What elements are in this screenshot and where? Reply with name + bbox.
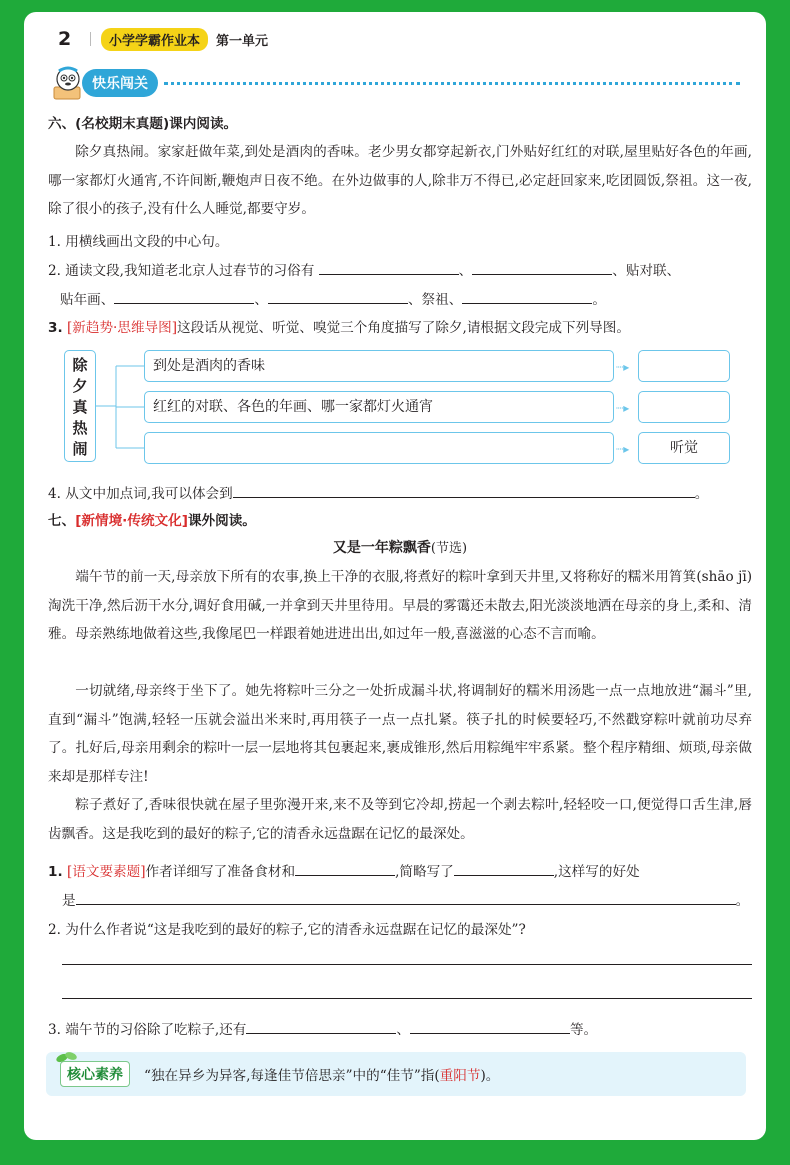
s7-title-tag: [新情境·传统文化]: [75, 513, 188, 529]
s6-q2-text-d: 、祭祖、: [407, 292, 463, 308]
s6-q4-blank[interactable]: [233, 484, 695, 498]
s7-q1-blank-3[interactable]: [76, 891, 736, 905]
article-paragraph-3: 粽子煮好了,香味很快就在屋子里弥漫开来,来不及等到它冷却,捞起一个剥去粽叶,轻轻咬一口,便觉得口舌生津,唇齿飘香。这是我吃到的最好的粽子,它的清香永远盘踞在记忆的最深处。: [48, 797, 752, 842]
mindmap-connector: [96, 348, 146, 468]
s6-q3-text: 这段话从视觉、听觉、嗅觉三个角度描写了除夕,请根据文段完成下列导图。: [177, 320, 630, 336]
s7-q3-blank-1[interactable]: [246, 1020, 396, 1034]
s7-q1-num: 1.: [48, 864, 63, 880]
worksheet-page: [24, 12, 766, 1140]
s6-q3-num: 3.: [48, 320, 63, 336]
s7-question-1: [48, 860, 640, 880]
s6-q2-text-b: 、贴对联、: [612, 263, 681, 279]
unit-label: 第一单元: [216, 33, 269, 49]
s6-q1-text: 1. 用横线画出文段的中心句。: [48, 234, 229, 250]
s7-q1-text-b: ,简略写了: [395, 864, 454, 880]
page-number: 2: [58, 28, 72, 50]
core-answer: 重阳节: [439, 1068, 481, 1084]
banner-label: 快乐闯关: [82, 69, 158, 97]
core-text-a: “独在异乡为异客,每逢佳节倍思亲”中的“佳节”指(: [144, 1068, 440, 1084]
s6-q2-blank-5[interactable]: [462, 290, 592, 304]
s7-q1-tag: [语文要素题]: [66, 864, 146, 880]
section7-title: [48, 509, 256, 529]
s7-title-a: 七、: [48, 513, 76, 529]
mindmap-result-2[interactable]: [638, 391, 730, 423]
s6-q2-blank-1[interactable]: [319, 261, 459, 275]
article-title: [48, 537, 752, 557]
s6-q2-text-c: 贴年画、: [60, 292, 115, 308]
s7-question-3: [48, 1018, 597, 1038]
s7-q1-text-e: 。: [735, 893, 750, 909]
arrow-icon: ┈▸: [616, 442, 630, 456]
s7-question-1-cont: [62, 889, 749, 909]
mindmap-root-text: 除夕真热闹: [72, 356, 88, 458]
s7-q1-blank-1[interactable]: [295, 862, 395, 876]
page-header: [58, 26, 268, 52]
banner-dotted-rule: [164, 82, 740, 85]
leaf-icon: [55, 1050, 79, 1064]
article-title-text: 又是一年粽飘香: [332, 540, 431, 556]
arrow-icon: ┈▸: [616, 360, 630, 374]
s7-q2-answer-line-2[interactable]: [62, 998, 752, 999]
core-literacy-label-text: 核心素养: [67, 1067, 123, 1083]
s6-question-2: 2. 通读文段,我知道老北京人过春节的习俗有 、 、贴对联、: [48, 263, 681, 279]
mascot-icon: [50, 63, 90, 103]
mindmap-root: [64, 350, 96, 462]
article-paragraph-2: 一切就绪,母亲终于坐下了。她先将粽叶三分之一处折成漏斗状,将调制好的糯米用汤匙一点一点地放进“漏斗”里,直到“漏斗”饱满,轻轻一压就会溢出米来时,再用筷子一点一点扎紧。筷子扎的时候要轻巧,不然戳穿粽叶就前功尽弃了。扎好后,母亲用剩余的粽叶一层一层地将其包裹起来,裹成锥形,然后用粽绳牢牢系紧。整个程序精细、烦琐,母亲做来却是那样专注!: [48, 683, 752, 785]
s6-q2-blank-3[interactable]: [114, 290, 254, 304]
s7-question-2: [48, 918, 526, 938]
core-literacy-box: [46, 1052, 746, 1096]
s7-q3-text-b: 、: [396, 1022, 410, 1038]
s6-question-2-cont: 贴年画、 、 、祭祖、 。: [60, 292, 606, 308]
s6-q2-blank-4[interactable]: [268, 290, 408, 304]
s7-q1-blank-2[interactable]: [454, 862, 554, 876]
s7-q1-text-d: 是: [62, 893, 76, 909]
header-divider: [90, 32, 91, 46]
s7-q2-answer-line-1[interactable]: [62, 964, 752, 965]
mindmap-row-3[interactable]: [144, 432, 614, 464]
s6-q2-text-e: 。: [592, 292, 606, 308]
s6-q4-text-b: 。: [694, 486, 709, 502]
s6-q3-tag: [新趋势·思维导图]: [66, 320, 178, 336]
s6-question-4: [48, 482, 708, 502]
s6-q4-text-a: 4. 从文中加点词,我可以体会到: [48, 486, 233, 502]
s7-q3-text-a: 3. 端午节的习俗除了吃粽子,还有: [48, 1022, 247, 1038]
s7-q1-text-a: 作者详细写了准备食材和: [145, 864, 296, 880]
mindmap-row-1: 到处是酒肉的香味: [144, 350, 614, 382]
s7-q2-text: 2. 为什么作者说“这是我吃到的最好的粽子,它的清香永远盘踞在记忆的最深处”?: [48, 922, 526, 938]
s7-title-b: 课外阅读。: [187, 513, 256, 529]
section6-title: 六、(名校期末真题)课内阅读。: [48, 116, 238, 132]
s6-q2-blank-2[interactable]: [472, 261, 612, 275]
mindmap-result-3: 听觉: [638, 432, 730, 464]
s6-question-1: [48, 230, 228, 250]
s7-q1-text-c: ,这样写的好处: [553, 864, 640, 880]
book-title-badge: 小学学霸作业本: [101, 28, 208, 51]
core-literacy-label: [60, 1061, 130, 1087]
mindmap-row-2: 红红的对联、各色的年画、哪一家都灯火通宵: [144, 391, 614, 423]
arrow-icon: ┈▸: [616, 401, 630, 415]
core-text-b: )。: [480, 1068, 500, 1084]
s6-q2-text-a: 2. 通读文段,我知道老北京人过春节的习俗有: [48, 263, 315, 279]
section-banner: [50, 68, 740, 98]
s7-q3-text-c: 等。: [569, 1022, 598, 1038]
s6-question-3: [48, 316, 630, 336]
mind-map: [64, 348, 754, 474]
s7-q3-blank-2[interactable]: [410, 1020, 570, 1034]
section6-passage: 除夕真热闹。家家赶做年菜,到处是酒肉的香味。老少男女都穿起新衣,门外贴好红红的对联,屋里贴好各色的年画,哪一家都灯火通宵,不许间断,鞭炮声日夜不绝。在外边做事的人,除非万不得已,必定赶回家来,吃团圆饭,祭祖。这一夜,除了很小的孩子,没有什么人睡觉,都要守岁。: [48, 144, 752, 217]
article-subtitle: (节选): [430, 541, 468, 556]
mindmap-result-1[interactable]: [638, 350, 730, 382]
article-paragraph-1: 端午节的前一天,母亲放下所有的农事,换上干净的衣服,将煮好的粽叶拿到天井里,又将称好的糯米用筲箕(shāo jī)淘洗干净,然后沥干水分,调好食用碱,一并拿到天井里待用。早晨的雾霭还未散去,阳光淡淡地洒在母亲的身上,柔和、清雅。母亲熟练地做着这些,我像尾巴一样跟着她进进出出,如过年一般,喜滋滋的心态不言而喻。: [48, 569, 752, 642]
